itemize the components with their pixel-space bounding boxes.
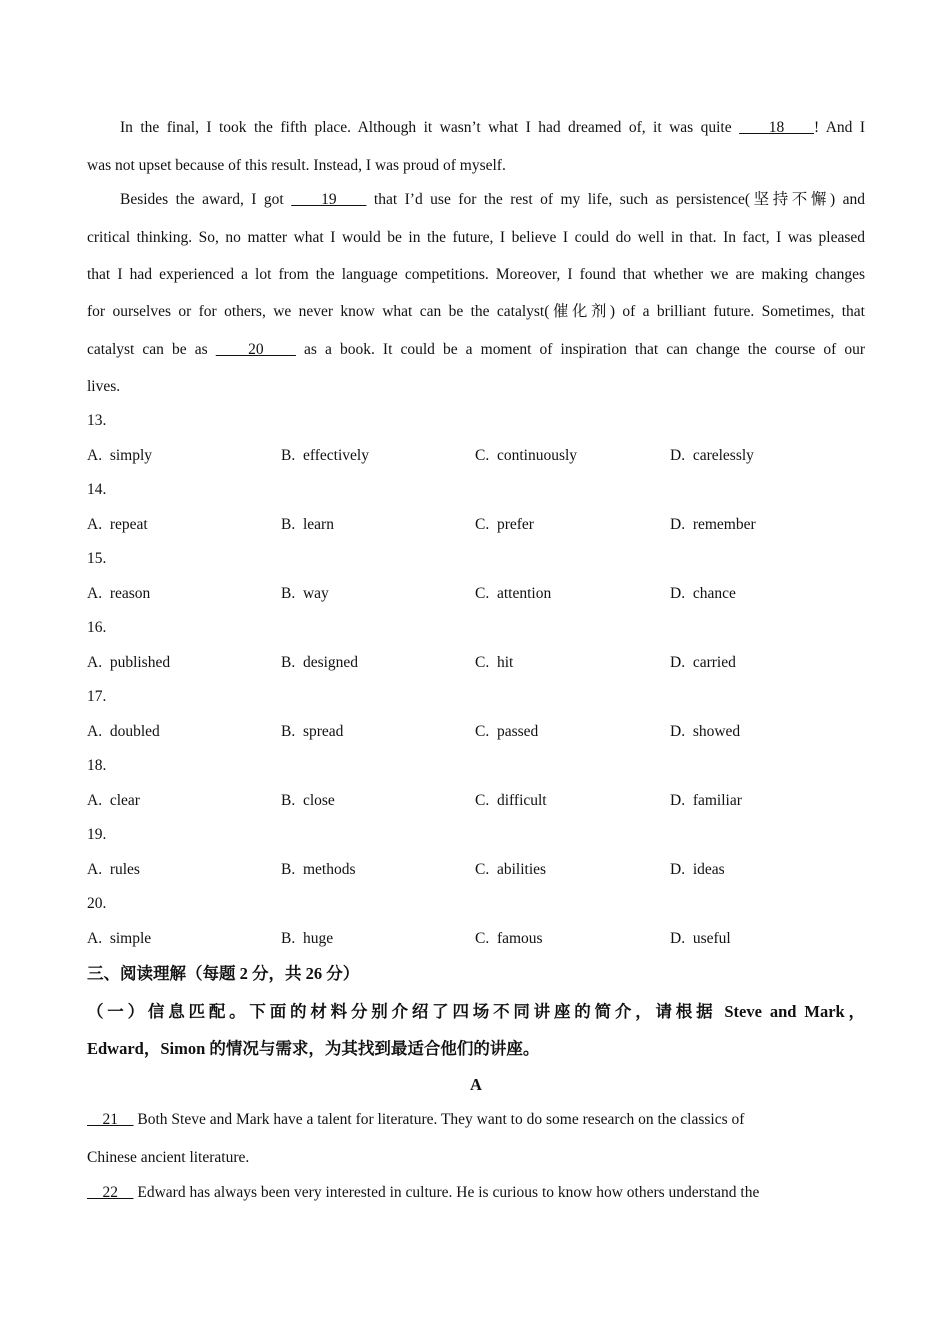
answer-option-c[interactable]: C. famous <box>475 930 543 947</box>
passage-line <box>120 117 865 139</box>
question-number: 14. <box>87 481 107 498</box>
passage-line <box>87 339 865 361</box>
question-number: 19. <box>87 826 107 843</box>
text: （一）信息匹配。下面的材料分别介绍了四场不同讲座的简介，请根据 Steve and Mark， <box>87 1002 865 1021</box>
answer-option-a[interactable]: A. clear <box>87 792 140 809</box>
answer-option-a[interactable]: A. simply <box>87 447 153 464</box>
text: In the final, I took the fifth place. Although it wasn’t what I had dreamed of, it was quite <box>120 119 740 136</box>
answer-blank-18: 18 <box>739 119 814 136</box>
section-heading <box>87 1001 865 1023</box>
matching-line <box>87 1182 865 1204</box>
question-number: 18. <box>87 757 107 774</box>
text: Besides the award, I got <box>120 191 292 208</box>
text: as a book. It could be a moment of inspiration that can change the course of our <box>295 341 865 358</box>
passage-line <box>87 155 865 177</box>
answer-option-b[interactable]: B. effectively <box>281 447 369 464</box>
passage-line <box>87 227 865 249</box>
question-number: 17. <box>87 688 107 705</box>
answer-option-d[interactable]: D. useful <box>670 930 731 947</box>
text: critical thinking. So, no matter what I would be in the future, I believe I could do well in that. In fact, I was pleased <box>87 229 865 246</box>
answer-blank-20: 20 <box>215 341 296 358</box>
text: Edward，Simon 的情况与需求，为其找到最适合他们的讲座。 <box>87 1039 540 1058</box>
answer-option-a[interactable]: A. simple <box>87 930 152 947</box>
answer-option-a[interactable]: A. reason <box>87 585 151 602</box>
answer-option-b[interactable]: B. close <box>281 792 335 809</box>
answer-option-b[interactable]: B. way <box>281 585 329 602</box>
question-number: 20. <box>87 895 107 912</box>
passage-line <box>87 301 865 323</box>
text: was not upset because of this result. Instead, I was proud of myself. <box>87 157 506 174</box>
text: Edward has always been very interested in culture. He is curious to know how others understand the <box>133 1184 760 1201</box>
text: lives. <box>87 378 121 395</box>
answer-option-b[interactable]: B. spread <box>281 723 344 740</box>
answer-option-c[interactable]: C. continuously <box>475 447 578 464</box>
passage-line <box>120 189 865 211</box>
text: that I’d use for the rest of my life, such as persistence(坚持不懈) and <box>366 191 865 208</box>
section-heading <box>87 1038 865 1060</box>
matching-line <box>87 1147 865 1169</box>
answer-option-d[interactable]: D. chance <box>670 585 736 602</box>
text: ! And I <box>814 119 865 136</box>
text: A <box>470 1075 482 1094</box>
question-number: 15. <box>87 550 107 567</box>
answer-option-b[interactable]: B. methods <box>281 861 356 878</box>
answer-option-b[interactable]: B. huge <box>281 930 334 947</box>
passage-line <box>87 376 865 398</box>
text: that I had experienced a lot from the language competitions. Moreover, I found that whether we are making changes <box>87 266 865 283</box>
answer-option-a[interactable]: A. rules <box>87 861 140 878</box>
answer-option-a[interactable]: A. published <box>87 654 171 671</box>
answer-option-c[interactable]: C. attention <box>475 585 552 602</box>
question-number: 16. <box>87 619 107 636</box>
answer-option-a[interactable]: A. repeat <box>87 516 148 533</box>
text: catalyst can be as <box>87 341 216 358</box>
answer-option-b[interactable]: B. designed <box>281 654 359 671</box>
text: Both Steve and Mark have a talent for literature. They want to do some research on the classics of <box>133 1111 745 1128</box>
section-heading <box>87 963 865 985</box>
passage-line <box>87 264 865 286</box>
answer-option-a[interactable]: A. doubled <box>87 723 160 740</box>
matching-line <box>87 1109 865 1131</box>
answer-option-c[interactable]: C. difficult <box>475 792 547 809</box>
question-number: 13. <box>87 412 107 429</box>
answer-option-b[interactable]: B. learn <box>281 516 334 533</box>
answer-option-d[interactable]: D. carelessly <box>670 447 754 464</box>
answer-option-c[interactable]: C. hit <box>475 654 514 671</box>
answer-option-d[interactable]: D. carried <box>670 654 736 671</box>
answer-option-d[interactable]: D. showed <box>670 723 741 740</box>
answer-option-c[interactable]: C. prefer <box>475 516 534 533</box>
answer-option-d[interactable]: D. remember <box>670 516 756 533</box>
answer-blank-19: 19 <box>291 191 367 208</box>
answer-blank-21: 21 <box>87 1111 134 1128</box>
answer-option-d[interactable]: D. ideas <box>670 861 725 878</box>
text: 三、阅读理解（每题 2 分，共 26 分） <box>87 964 360 983</box>
text: for ourselves or for others, we never know what can be the catalyst(催化剂) of a brilliant future. Sometimes, that <box>87 303 865 320</box>
text: Chinese ancient literature. <box>87 1149 250 1166</box>
passage-label <box>87 1074 865 1096</box>
answer-option-c[interactable]: C. passed <box>475 723 539 740</box>
answer-option-c[interactable]: C. abilities <box>475 861 547 878</box>
answer-option-d[interactable]: D. familiar <box>670 792 742 809</box>
answer-blank-22: 22 <box>87 1184 134 1201</box>
